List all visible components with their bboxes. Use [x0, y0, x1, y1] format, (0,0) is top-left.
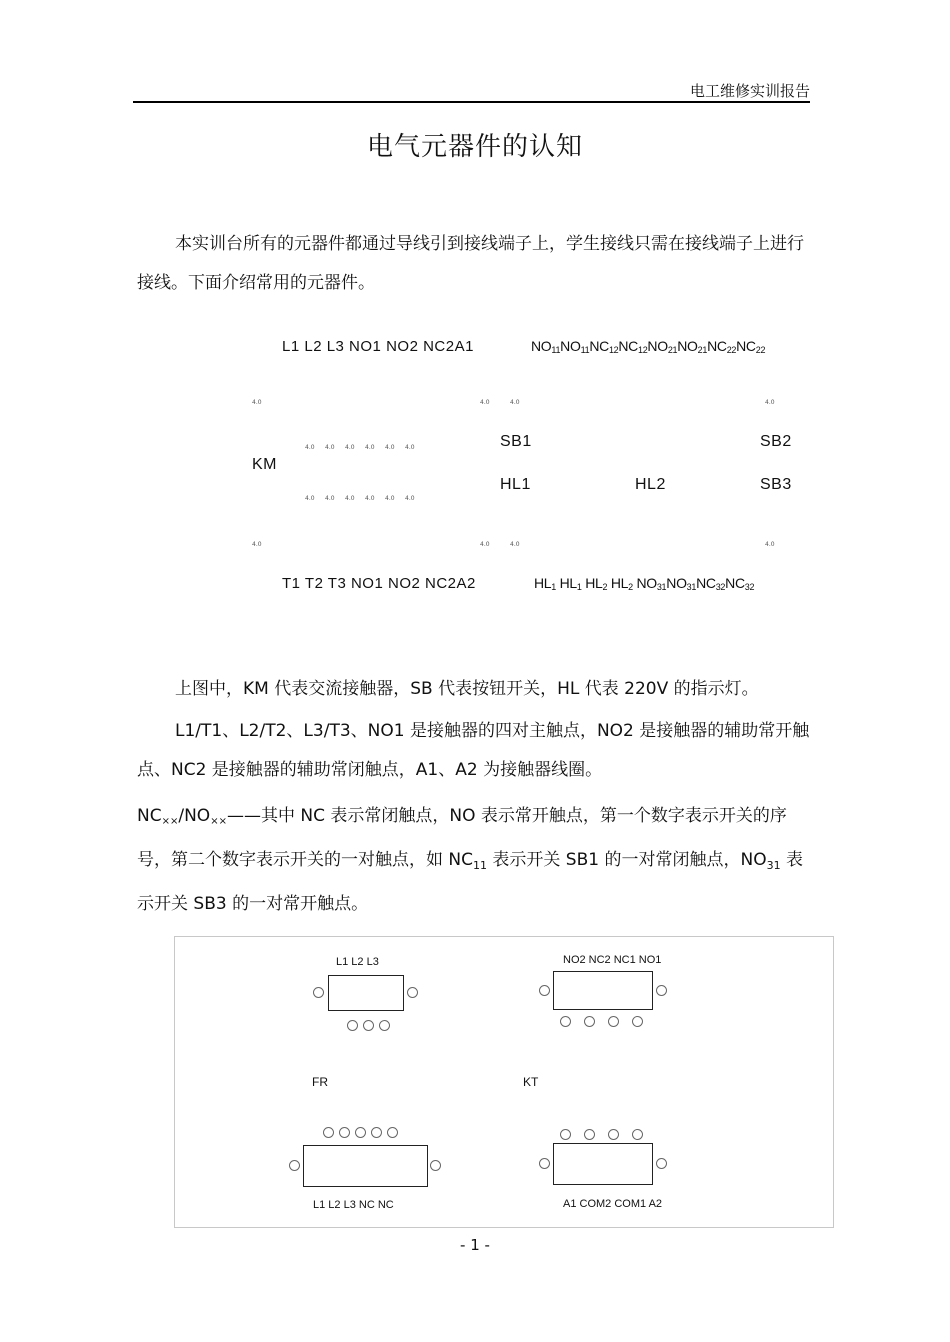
terminal-label: HL: [610, 575, 629, 591]
kt-top-box: [553, 971, 653, 1010]
dim-label: 4.0: [480, 541, 490, 548]
terminal-label: NC: [696, 575, 716, 591]
no-text: /NO: [178, 806, 211, 826]
explain-text: 表示开关 SB3 的一对常开触点。: [137, 850, 803, 914]
terminal-circle: [539, 1158, 550, 1169]
terminal-circle: [387, 1127, 398, 1138]
fr-label: FR: [312, 1075, 328, 1089]
dim-label: 4.0: [365, 495, 375, 502]
terminal-label: HL: [559, 575, 577, 591]
dim-label: 4.0: [405, 495, 415, 502]
explain-paragraph-2: L1/T1、L2/T2、L3/T3、NO1 是接触器的四对主触点，NO2 是接触器的辅助常开触点、NC2 是接触器的辅助常闭触点，A1、A2 为接触器线圈。: [137, 721, 810, 780]
explain-text: ——其中 NC 表示常闭触点，NO 表示常开触点，第一个数字表示开关的序号，第二个数字表示开关的一对触点，如 NC: [137, 806, 787, 870]
page-title: 电气元器件的认知: [366, 132, 583, 162]
terminal-subscript: 32: [744, 582, 755, 592]
header-rule: [133, 101, 810, 103]
hl1-label: HL1: [500, 476, 531, 493]
dim-label: 4.0: [325, 495, 335, 502]
terminal-label: NC: [736, 338, 756, 354]
terminal-subscript: 1: [576, 582, 582, 592]
dim-label: 4.0: [385, 495, 395, 502]
explain-paragraph-3: [137, 797, 813, 924]
terminal-label: HL: [585, 575, 603, 591]
dim-label: 4.0: [510, 541, 520, 548]
switch-bottom-terminals: [534, 575, 754, 592]
terminal-subscript: 21: [697, 345, 708, 355]
no31-sub: 31: [766, 859, 781, 872]
terminal-subscript: 22: [755, 345, 766, 355]
sb1-label: SB1: [500, 433, 532, 450]
dim-label: 4.0: [765, 399, 775, 406]
explain-text: 表示开关 SB1 的一对常闭触点，NO: [487, 850, 767, 870]
terminal-subscript: 2: [602, 582, 608, 592]
terminal-circle: [632, 1016, 643, 1027]
kt-label: KT: [523, 1075, 539, 1089]
terminal-label: NO: [636, 575, 657, 591]
terminal-circle: [363, 1020, 374, 1031]
terminal-circle: [323, 1127, 334, 1138]
dim-label: 4.0: [325, 444, 335, 451]
sb3-label: SB3: [760, 476, 792, 493]
terminal-label: HL: [534, 575, 552, 591]
terminal-circle: [656, 1158, 667, 1169]
nc11-sub: 11: [473, 859, 487, 872]
terminal-label: NO: [531, 338, 552, 354]
nc-text: NC: [137, 806, 162, 826]
dim-label: 4.0: [405, 444, 415, 451]
terminal-label: NO: [666, 575, 687, 591]
terminal-subscript: 32: [715, 582, 726, 592]
fr-bottom-box: [303, 1145, 428, 1187]
km-label: KM: [252, 456, 277, 473]
terminal-label: NC: [725, 575, 745, 591]
terminal-circle: [584, 1129, 595, 1140]
terminal-label: NC: [707, 338, 727, 354]
fr-top-terminals: L1 L2 L3: [336, 956, 379, 968]
terminal-subscript: 11: [551, 345, 561, 355]
terminal-circle: [313, 987, 324, 998]
terminal-circle: [407, 987, 418, 998]
km-top-terminals: L1 L2 L3 NO1 NO2 NC2A1: [282, 338, 474, 355]
terminal-subscript: 21: [667, 345, 678, 355]
terminal-label: NO: [560, 338, 581, 354]
nc-sub: ××: [161, 816, 179, 827]
terminal-circle: [632, 1129, 643, 1140]
terminal-label: NC: [589, 338, 609, 354]
terminal-label: NO: [677, 338, 698, 354]
terminal-circle: [584, 1016, 595, 1027]
terminal-subscript: 1: [551, 582, 557, 592]
switch-top-terminals: [531, 338, 765, 355]
dim-label: 4.0: [345, 444, 355, 451]
terminal-subscript: 31: [656, 582, 667, 592]
kt-top-terminals: NO2 NC2 NC1 NO1: [563, 954, 662, 966]
fr-bottom-terminals: L1 L2 L3 NC NC: [313, 1199, 394, 1211]
terminal-circle: [339, 1127, 350, 1138]
terminal-circle: [347, 1020, 358, 1031]
dim-label: 4.0: [765, 541, 775, 548]
page-number: - 1 -: [460, 1236, 490, 1254]
dim-label: 4.0: [305, 495, 315, 502]
dim-label: 4.0: [345, 495, 355, 502]
header-title: 电工维修实训报告: [689, 82, 810, 100]
terminal-subscript: 12: [637, 345, 648, 355]
terminal-circle: [560, 1129, 571, 1140]
dim-label: 4.0: [365, 444, 375, 451]
dim-label: 4.0: [510, 399, 520, 406]
terminal-circle: [430, 1160, 441, 1171]
terminal-label: NO: [647, 338, 668, 354]
fr-top-box: [328, 975, 404, 1011]
terminal-circle: [539, 985, 550, 996]
terminal-circle: [355, 1127, 366, 1138]
terminal-circle: [379, 1020, 390, 1031]
terminal-circle: [608, 1129, 619, 1140]
terminal-subscript: 2: [628, 582, 633, 592]
dim-label: 4.0: [252, 399, 262, 406]
terminal-circle: [371, 1127, 382, 1138]
dim-label: 4.0: [305, 444, 315, 451]
terminal-label: NC: [618, 338, 638, 354]
relay-diagram-frame: [174, 936, 834, 1228]
sb2-label: SB2: [760, 433, 792, 450]
no-sub: ××: [210, 816, 227, 827]
terminal-circle: [560, 1016, 571, 1027]
terminal-subscript: 31: [686, 582, 697, 592]
terminal-subscript: 11: [580, 345, 590, 355]
dim-label: 4.0: [385, 444, 395, 451]
terminal-subscript: 22: [726, 345, 737, 355]
dim-label: 4.0: [480, 399, 490, 406]
km-bottom-terminals: T1 T2 T3 NO1 NO2 NC2A2: [282, 575, 476, 592]
kt-bottom-terminals: A1 COM2 COM1 A2: [563, 1198, 663, 1210]
dim-label: 4.0: [252, 541, 262, 548]
terminal-circle: [656, 985, 667, 996]
explain-paragraph-1: 上图中，KM 代表交流接触器，SB 代表按钮开关，HL 代表 220V 的指示灯。: [175, 679, 759, 699]
hl2-label: HL2: [635, 476, 666, 493]
terminal-circle: [608, 1016, 619, 1027]
terminal-subscript: 12: [608, 345, 619, 355]
intro-paragraph: 本实训台所有的元器件都通过导线引到接线端子上，学生接线只需在接线端子上进行接线。下面介绍常用的元器件。: [137, 234, 804, 293]
kt-bottom-box: [553, 1143, 653, 1185]
terminal-circle: [289, 1160, 300, 1171]
